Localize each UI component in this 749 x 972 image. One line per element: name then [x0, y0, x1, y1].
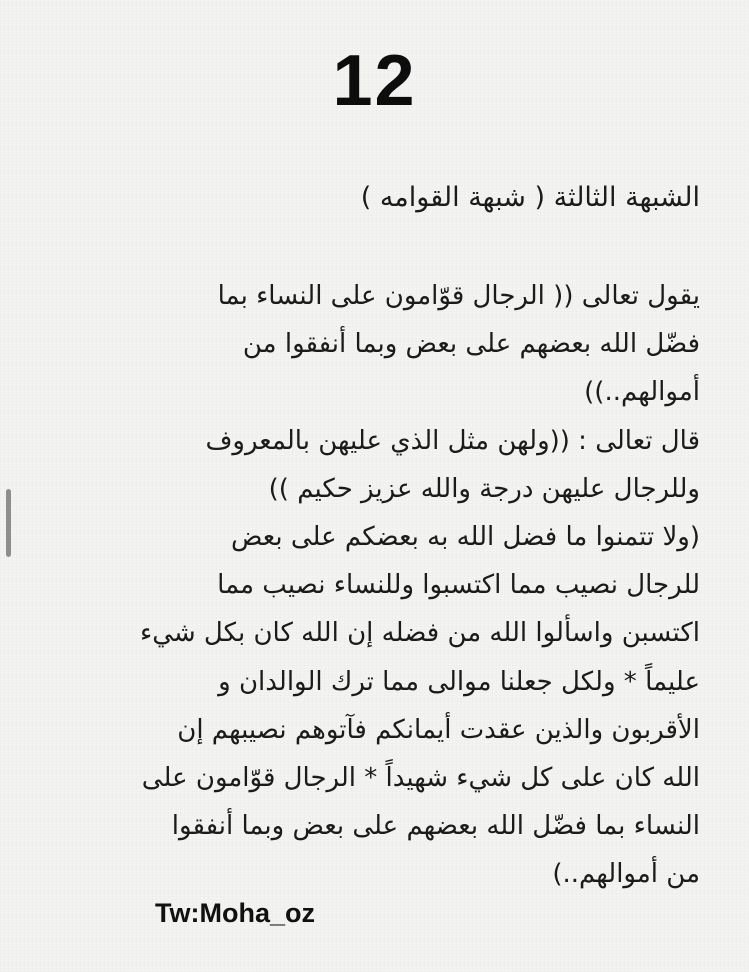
text-line: الأقربون والذين عقدت أيمانكم فآتوهم نصيبهم إن: [177, 714, 700, 745]
scroll-indicator[interactable]: [6, 489, 11, 557]
text-line: أموالهم..)): [584, 377, 700, 408]
section-heading: الشبهة الثالثة ( شبهة القوامه ): [360, 182, 700, 213]
text-line: فضّل الله بعضهم على بعض وبما أنفقوا من: [242, 329, 700, 360]
text-line: (ولا تتمنوا ما فضل الله به بعضكم على بعض: [230, 521, 700, 552]
text-line: اكتسبن واسألوا الله من فضله إن الله كان بكل شيء: [139, 618, 700, 649]
text-line: للرجال نصيب مما اكتسبوا وللنساء نصيب مما: [217, 570, 700, 601]
body-text: [40, 272, 700, 898]
text-line: الله كان على كل شيء شهيداً * الرجال قوّامون على: [141, 762, 700, 793]
text-line: وللرجال عليهن درجة والله عزيز حكيم )): [268, 473, 700, 504]
twitter-handle: Tw:Moha_oz: [155, 898, 315, 928]
text-line: عليماً * ولكل جعلنا موالى مما ترك الوالدان و: [218, 666, 700, 697]
text-line: يقول تعالى (( الرجال قوّامون على النساء بما: [217, 281, 700, 311]
text-line: قال تعالى : ((ولهن مثل الذي عليهن بالمعروف: [205, 425, 700, 456]
text-line: النساء بما فضّل الله بعضهم على بعض وبما أنفقوا: [171, 811, 700, 842]
page-number: 12: [332, 41, 417, 121]
text-line: من أموالهم..): [552, 859, 700, 890]
